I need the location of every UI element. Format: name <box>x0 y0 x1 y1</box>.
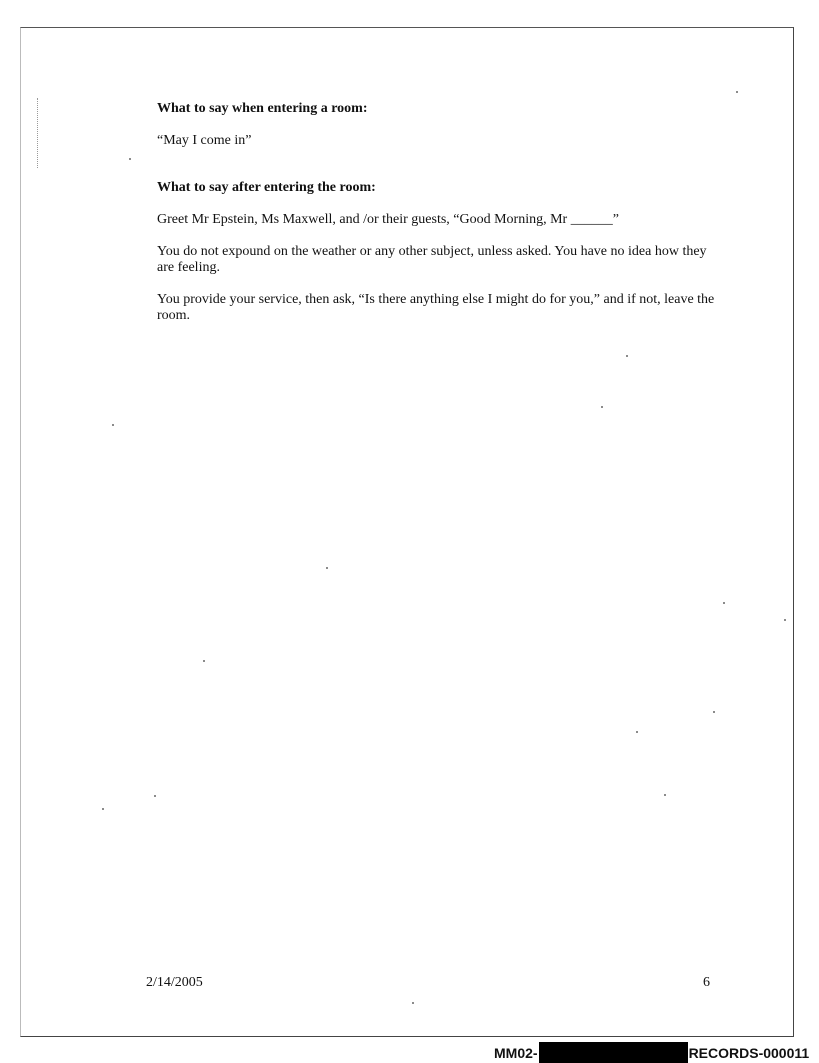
scan-speck <box>636 731 638 733</box>
bates-suffix: RECORDS-000011 <box>688 1044 810 1061</box>
scan-speck <box>129 158 131 160</box>
service-instruction: You provide your service, then ask, “Is there anything else I might do for you,” and if not, leave the room. <box>157 292 715 323</box>
footer-page-number: 6 <box>703 975 710 990</box>
quote-entering-room: “May I come in” <box>157 133 252 148</box>
scan-margin-marks <box>37 98 40 168</box>
heading-entering-room: What to say when entering a room: <box>157 101 368 116</box>
scan-speck <box>102 808 104 810</box>
scan-speck <box>154 795 156 797</box>
bates-stamp <box>494 1042 809 1063</box>
scan-speck <box>112 424 114 426</box>
scan-speck <box>601 406 603 408</box>
scan-speck <box>412 1002 414 1004</box>
scan-speck <box>736 91 738 93</box>
scan-speck <box>713 711 715 713</box>
scan-speck <box>203 660 205 662</box>
no-expound-instruction: You do not expound on the weather or any other subject, unless asked. You have no idea how they are feeling. <box>157 244 707 275</box>
scan-speck <box>626 355 628 357</box>
heading-after-entering: What to say after entering the room: <box>157 180 376 195</box>
footer-date: 2/14/2005 <box>146 975 203 990</box>
scan-speck <box>664 794 666 796</box>
greeting-instruction: Greet Mr Epstein, Ms Maxwell, and /or their guests, “Good Morning, Mr ______” <box>157 212 619 227</box>
document-body <box>157 100 727 324</box>
scan-speck <box>784 619 786 621</box>
scan-speck <box>723 602 725 604</box>
redaction-bar <box>539 1042 688 1063</box>
scan-speck <box>326 567 328 569</box>
bates-prefix: MM02- <box>494 1044 538 1061</box>
